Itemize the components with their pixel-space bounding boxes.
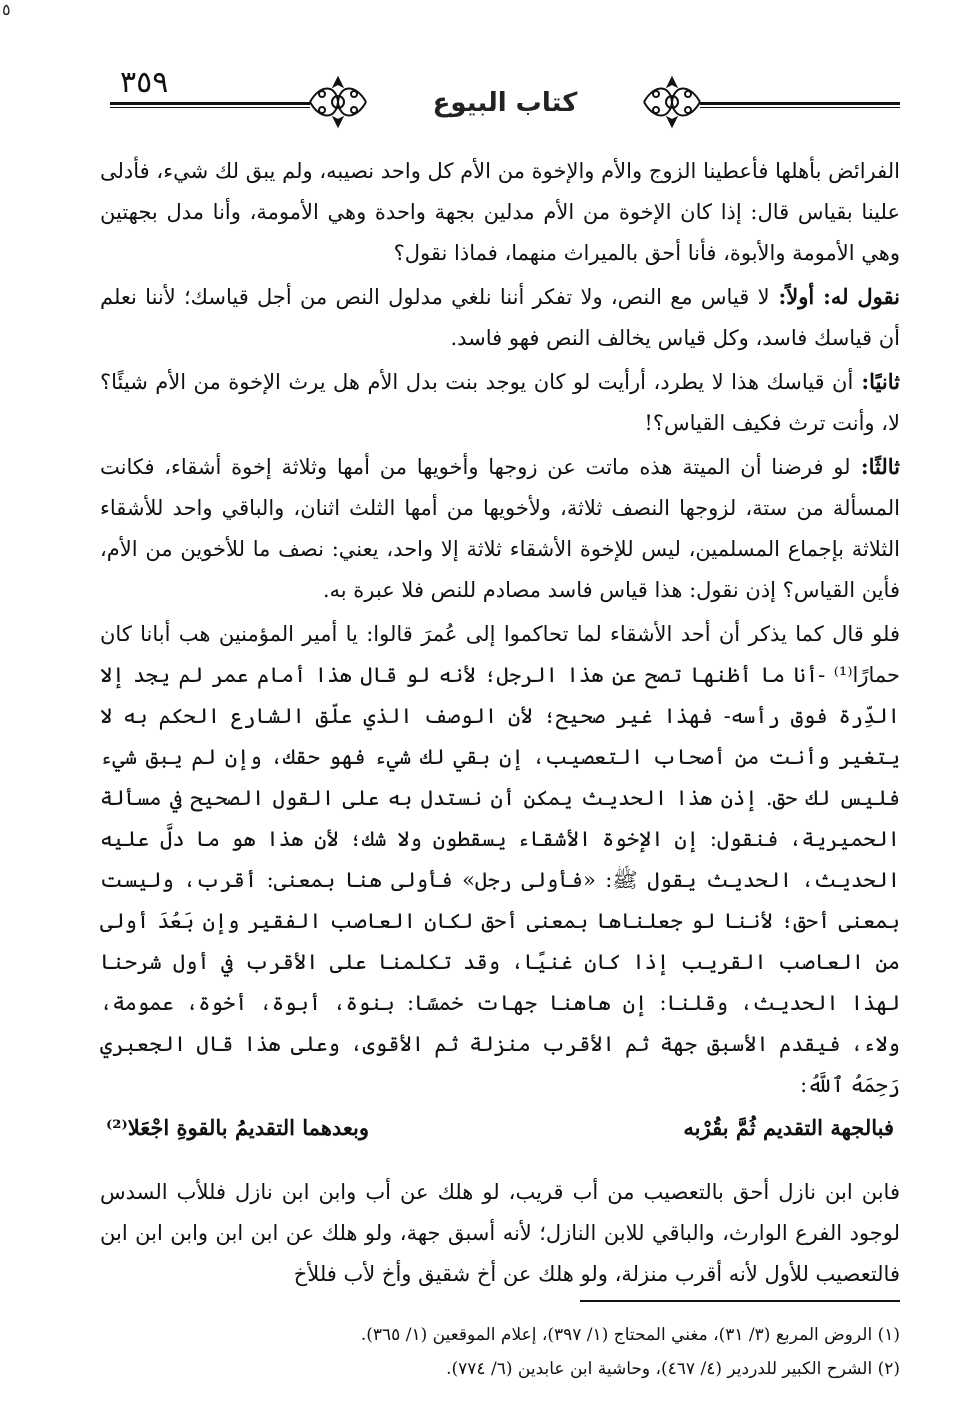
closing-paragraph: فابن ابن نازل أحق بالتعصيب من أب قريب، لو هلك عن أب وابن ابن نازل فللأب السدس لوجود الفرع الوارث، والباقي للابن النازل؛ لأنه أسبق جهة، ولو هلك عن ابن ابن وابن ابن ابن فالتعصيب للأول لأنه أقرب منزلة، ولو هلك عن أخ شقيق وأخ لأب فللأخ — [100, 1180, 900, 1286]
poem-verse — [100, 1108, 900, 1148]
header-rule-right — [700, 102, 900, 105]
paragraph-lead: نقول له: أولاً: — [769, 284, 900, 309]
paragraph-text: الفرائض بأهلها فأعطينا الزوج والأم والإخوة من الأم كل واحد نصيبه، ولم يبق لك شيء، فأدلى علينا بقياس قال: إذا كان الإخوة من الأم مدلين بجهة واحدة وهي الأمومة، وأنا مدل بجهتين وهي الأمومة والأبوة، فأنا أحق بالميراث منهما، فماذا نقول؟ — [100, 159, 900, 265]
paragraph — [100, 613, 900, 1106]
paragraph-lead: ثالثًا: — [850, 454, 900, 479]
paragraph-text: أن قياسك هذا لا يطرد، أرأيت لو كان يوجد بنت بدل الأم هل يرث الإخوة من الأم شيئًا؟ لا، وأنت ترث فكيف القياس؟! — [100, 370, 900, 435]
paragraph — [100, 150, 900, 274]
main-text — [100, 150, 900, 1297]
paragraph — [100, 446, 900, 611]
paragraph — [100, 361, 900, 444]
corner-mark: ٥ — [2, 0, 11, 19]
paragraph-text: لا قياس مع النص، ولا تفكر أننا نلغي مدلول النص من أجل قياسك؛ لأننا نعلم أن قياسك فاسد، وكل قياس يخالف النص فهو فاسد. — [100, 285, 900, 350]
ornament-icon — [640, 74, 704, 130]
verse-hemistich-second: وبعدهما التقديمُ بالقوةِ اجْعَلا⁽²⁾ — [106, 1115, 370, 1140]
header-rule-right-thin — [700, 107, 900, 108]
running-title: كتاب البيوع — [432, 88, 578, 118]
paragraph-text: لو فرضنا أن الميتة هذه ماتت عن زوجها وأخويها من أمها وثلاثة إخوة أشقاء، فكانت المسألة من ستة، لزوجها النصف ثلاثة، ولأخويها من أمها الثلث اثنان، والباقي واحد للأشقاء الثلاثة بإجماع المسلمين، ليس للإخوة الأشقاء ثلاثة إلا واحد، يعني: نصف ما للأخوين من الأم، فأين القياس؟ إذن نقول: هذا قياس فاسد مصادم للنص فلا عبرة به. — [100, 455, 900, 602]
footnote-separator — [580, 1300, 900, 1302]
page-header — [110, 66, 900, 138]
header-rule-left — [110, 102, 310, 105]
footnote-2: (٢) الشرح الكبير للدردير (٤/ ٤٦٧)، وحاشية ابن عابدين (٦/ ٧٧٤). — [446, 1359, 900, 1379]
paragraph — [100, 276, 900, 359]
paragraph-text: فلو قال كما يذكر أن أحد الأشقاء لما تحاكموا إلى عُمرَ قالوا: يا أمير المؤمنين هب أبانا كان حمارًا⁽¹⁾ -أنا ما أظنها تصح عن هذا الرجل؛ لأنه لو قال هذا أمام عمر لم يجد إلا الدِّرة فوق رأسه- فهذا غير صحيح؛ لأن الوصف الذي علّق الشارع الحكم به لا يتغير وأنت من أصحاب التعصيب، إن بقي لك شيء فهو حقك، وإن لم يبق شيء فليس لك حق. إذن هذا الحديث يمكن أن نستدل به على القول الصحيح في مسألة الحميرية، فنقول: إن الإخوة الأشقاء يسقطون ولا شك؛ لأن هذا هو ما دلَّ عليه الحديث، الحديث يقول ﷺ: «فأولى رجل» فأولى هنا بمعنى: أقرب، وليست بمعنى أحق؛ لأننا لو جعلناها بمعنى أحق لكان العاصب الفقير وإن بَعُدَ أولى من العاصب القريب إذا كان غنيًا، وقد تكلمنا على الأقرب في أول شرحنا لهذا الحديث، وقلنا: إن هاهنا جهات خمسًا: بنوة، أبوة، أخوة، عمومة، ولاء، فيقدم الأسبق جهة ثم الأقرب منزلة ثم الأقوى، وعلى هذا قال الجعبري رَحِمَهُ ٱللَّهُ: — [100, 622, 900, 1097]
paragraph-lead: ثانيًا: — [853, 369, 900, 394]
footnote-1: (١) الروض المربع (٣/ ٣١)، مغني المحتاج (١/ ٣٩٧)، إعلام الموقعين (١/ ٣٦٥). — [360, 1325, 900, 1345]
header-rule-left-thin — [110, 107, 310, 108]
page-number: ٣٥٩ — [120, 65, 169, 100]
verse-hemistich-first: فبالجهة التقديم ثُمَّ بقُرْبه — [683, 1115, 894, 1140]
ornament-icon — [306, 74, 370, 130]
footnotes — [250, 1318, 900, 1386]
